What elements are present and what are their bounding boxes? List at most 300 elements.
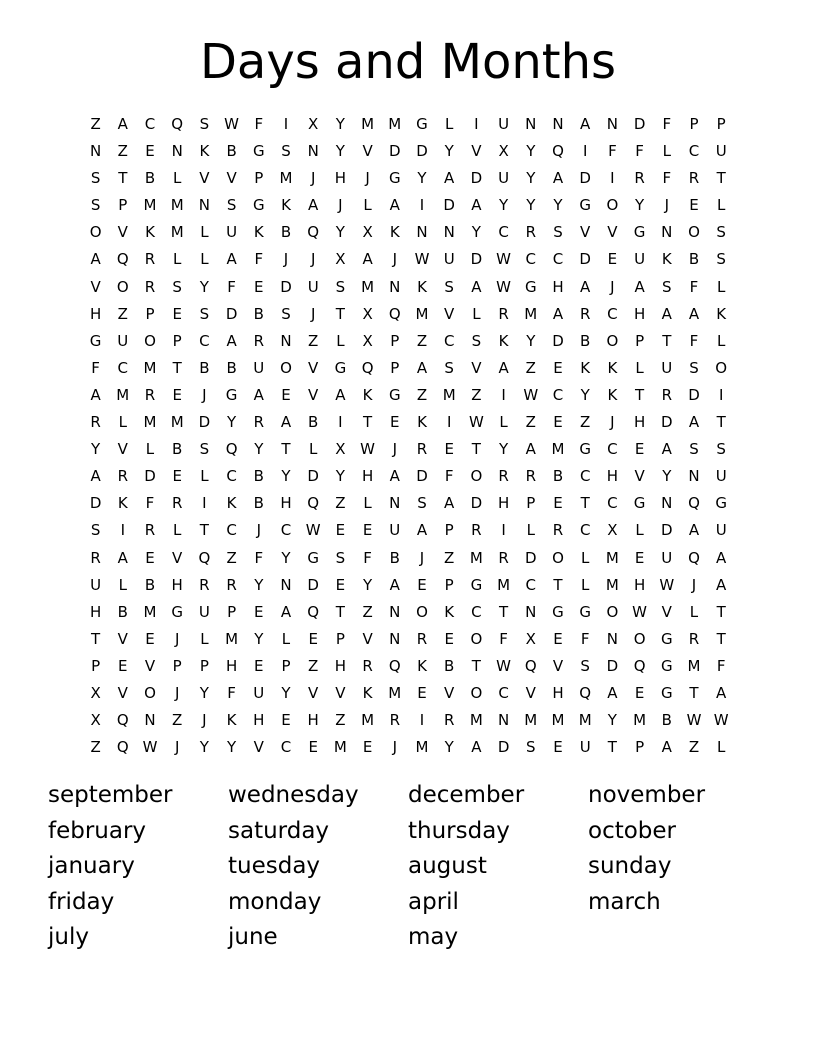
grid-letter: U <box>715 467 727 486</box>
grid-letter: M <box>143 196 157 215</box>
grid-letter: D <box>470 494 483 513</box>
grid-letter: X <box>362 331 373 350</box>
grid-letter: R <box>498 548 509 567</box>
grid-letter: F <box>662 169 672 188</box>
grid-letter: I <box>446 413 452 432</box>
grid-letter: B <box>389 548 400 567</box>
grid-letter: H <box>633 413 646 432</box>
grid-letter: A <box>416 358 428 377</box>
grid-letter: I <box>718 385 724 404</box>
grid-letter: X <box>362 304 373 323</box>
grid-letter: M <box>469 548 483 567</box>
grid-letter: Q <box>116 250 129 269</box>
grid-letter: J <box>365 169 370 188</box>
grid-letter: P <box>635 738 645 757</box>
grid-letter: Y <box>526 331 536 350</box>
grid-letter: Y <box>444 738 454 757</box>
grid-letter: A <box>280 602 292 621</box>
grid-letter: X <box>607 521 618 540</box>
grid-letter: U <box>443 250 455 269</box>
grid-letter: D <box>389 142 401 161</box>
grid-letter: J <box>310 169 316 188</box>
grid-letter: L <box>173 250 182 269</box>
grid-letter: K <box>417 277 427 296</box>
grid-letter: V <box>634 467 645 486</box>
grid-letter: L <box>118 575 127 594</box>
grid-letter: H <box>307 711 319 730</box>
grid-letter: V <box>117 440 128 459</box>
grid-letter: S <box>417 494 427 513</box>
grid-letter: A <box>580 115 591 133</box>
grid-letter: D <box>661 413 673 432</box>
grid-letter: S <box>199 115 210 133</box>
grid-letter: Q <box>552 142 564 161</box>
grid-letter: J <box>174 629 180 648</box>
grid-letter: A <box>280 413 292 432</box>
grid-letter: R <box>226 575 237 594</box>
grid-letter: E <box>444 629 454 648</box>
grid-letter: K <box>117 494 128 513</box>
grid-letter: B <box>308 413 319 432</box>
grid-letter: E <box>634 548 645 567</box>
grid-letter: T <box>118 169 128 188</box>
grid-letter: H <box>253 711 265 730</box>
grid-letter: M <box>361 115 375 133</box>
grid-letter: O <box>552 548 564 567</box>
grid-letter: O <box>606 196 619 215</box>
grid-letter: A <box>716 683 727 702</box>
grid-letter: O <box>688 223 700 242</box>
grid-letter: R <box>90 413 101 432</box>
grid-letter: M <box>497 575 511 594</box>
grid-letter: B <box>117 602 128 621</box>
grid-letter: M <box>442 385 456 404</box>
grid-letter: T <box>580 494 590 513</box>
grid-letter: G <box>171 602 183 621</box>
grid-letter: Z <box>580 413 591 432</box>
grid-letter: M <box>551 711 565 730</box>
grid-letter: K <box>389 223 400 242</box>
grid-letter: S <box>526 738 536 757</box>
grid-letter: A <box>552 304 564 323</box>
grid-letter: V <box>580 223 591 242</box>
grid-letter: D <box>497 738 510 757</box>
grid-letter: Y <box>526 142 536 161</box>
grid-letter: L <box>200 467 209 486</box>
grid-letter: B <box>199 358 210 377</box>
grid-letter: F <box>254 250 264 269</box>
grid-letter: M <box>361 711 375 730</box>
word-item: november <box>588 782 706 808</box>
grid-letter: Y <box>254 629 264 648</box>
grid-letter: H <box>334 169 347 188</box>
grid-letter: U <box>389 521 401 540</box>
grid-letter: Y <box>607 711 617 730</box>
grid-letter: O <box>470 683 483 702</box>
grid-letter: C <box>607 304 618 323</box>
grid-letter: V <box>144 656 156 675</box>
grid-letter: E <box>281 385 291 404</box>
grid-letter: A <box>688 304 700 323</box>
grid-letter: V <box>362 629 373 648</box>
grid-letter: N <box>171 142 183 161</box>
grid-letter: N <box>661 494 673 513</box>
grid-letter: G <box>660 683 673 702</box>
grid-letter: L <box>635 521 644 540</box>
grid-letter: N <box>89 142 102 161</box>
grid-letter: F <box>662 115 672 133</box>
grid-letter: B <box>253 304 264 323</box>
grid-letter: V <box>444 683 455 702</box>
grid-letter: W <box>686 711 702 730</box>
grid-letter: P <box>145 304 155 323</box>
word-item: wednesday <box>228 782 359 808</box>
grid-letter: C <box>471 602 482 621</box>
grid-letter: K <box>444 602 455 621</box>
grid-letter: Y <box>662 467 672 486</box>
word-item: january <box>48 853 135 879</box>
grid-letter: R <box>661 385 672 404</box>
word-column <box>408 778 588 956</box>
grid-letter: P <box>335 629 345 648</box>
grid-letter: A <box>716 548 727 567</box>
grid-letter: N <box>552 115 564 133</box>
grid-letter: L <box>173 521 182 540</box>
grid-letter: L <box>717 196 726 215</box>
grid-letter: I <box>202 494 207 513</box>
grid-letter: F <box>635 142 644 161</box>
grid-letter: T <box>553 575 563 594</box>
grid-letter: A <box>226 250 237 269</box>
grid-letter: A <box>335 385 346 404</box>
grid-letter: J <box>392 250 397 269</box>
grid-letter: T <box>281 440 291 459</box>
grid-letter: J <box>202 385 207 404</box>
grid-letter: W <box>523 385 539 404</box>
grid-letter: A <box>552 169 564 188</box>
grid-letter: E <box>254 656 264 675</box>
grid-letter: V <box>253 738 264 757</box>
grid-letter: N <box>389 277 401 296</box>
word-item: march <box>588 888 661 915</box>
grid-letter: J <box>392 738 397 757</box>
grid-letter: T <box>689 683 699 702</box>
grid-letter: P <box>199 656 209 675</box>
grid-letter: J <box>283 250 289 269</box>
grid-letter: O <box>89 223 102 242</box>
word-item: thursday <box>408 817 510 844</box>
grid-letter: V <box>117 683 128 702</box>
grid-letter: V <box>117 629 128 648</box>
grid-letter: D <box>198 413 211 432</box>
grid-letter: H <box>89 304 102 323</box>
grid-letter: D <box>579 250 591 269</box>
grid-letter: U <box>90 575 102 594</box>
grid-letter: N <box>389 602 401 621</box>
grid-letter: A <box>498 358 509 377</box>
grid-letter: N <box>525 602 537 621</box>
grid-letter: C <box>226 467 237 486</box>
grid-letter: W <box>496 277 512 296</box>
grid-letter: O <box>606 331 619 350</box>
grid-letter: W <box>496 250 512 269</box>
grid-letter: Y <box>553 196 563 215</box>
grid-letter: C <box>498 683 509 702</box>
grid-letter: D <box>525 548 537 567</box>
grid-letter: N <box>389 494 401 513</box>
grid-letter: L <box>281 629 291 648</box>
grid-letter: M <box>524 711 538 730</box>
grid-letter: D <box>579 169 591 188</box>
grid-letter: N <box>280 331 292 350</box>
grid-letter: E <box>172 467 182 486</box>
grid-letter: C <box>688 142 700 161</box>
grid-letter: Y <box>199 683 209 702</box>
grid-letter: R <box>552 521 564 540</box>
grid-letter: P <box>118 196 128 215</box>
grid-letter: A <box>471 277 482 296</box>
grid-letter: O <box>715 358 728 377</box>
grid-letter: A <box>117 548 128 567</box>
grid-letter: Z <box>117 142 128 161</box>
grid-letter: F <box>145 494 155 513</box>
grid-letter: K <box>580 358 591 377</box>
grid-letter: Z <box>471 385 482 404</box>
grid-letter: J <box>610 413 615 432</box>
grid-letter: A <box>253 385 264 404</box>
grid-letter: E <box>417 683 427 702</box>
grid-letter: A <box>444 169 455 188</box>
grid-letter: M <box>170 413 184 432</box>
grid-letter: G <box>633 223 646 242</box>
grid-letter: K <box>661 250 672 269</box>
grid-letter: Y <box>417 169 427 188</box>
grid-letter: H <box>552 277 564 296</box>
grid-letter: H <box>497 494 510 513</box>
grid-letter: E <box>172 385 182 404</box>
grid-letter: Y <box>580 385 590 404</box>
word-item: monday <box>228 888 322 915</box>
grid-letter: E <box>417 575 427 594</box>
grid-letter: S <box>90 169 101 188</box>
grid-letter: R <box>362 656 373 675</box>
grid-letter: E <box>145 548 155 567</box>
grid-letter: D <box>307 575 319 594</box>
word-item: february <box>48 817 147 844</box>
grid-letter: F <box>227 683 236 702</box>
grid-letter: Y <box>199 277 209 296</box>
grid-letter: S <box>716 223 726 242</box>
grid-letter: U <box>498 169 510 188</box>
grid-letter: V <box>117 223 128 242</box>
grid-letter: E <box>444 440 454 459</box>
grid-letter: V <box>90 277 101 296</box>
grid-letter: Y <box>281 467 291 486</box>
grid-letter: C <box>144 115 156 133</box>
grid-letter: R <box>389 711 400 730</box>
grid-letter: V <box>661 602 672 621</box>
grid-letter: K <box>226 711 237 730</box>
grid-letter: A <box>688 521 700 540</box>
grid-letter: U <box>715 142 727 161</box>
grid-letter: T <box>172 358 182 377</box>
grid-letter: A <box>308 196 319 215</box>
grid-letter: L <box>662 142 671 161</box>
grid-letter: J <box>392 440 397 459</box>
grid-letter: H <box>361 467 374 486</box>
grid-letter: M <box>578 711 592 730</box>
grid-letter: E <box>145 629 155 648</box>
grid-letter: M <box>524 304 538 323</box>
grid-letter: B <box>280 223 292 242</box>
grid-letter: G <box>252 196 265 215</box>
grid-letter: E <box>172 304 182 323</box>
grid-letter: R <box>416 440 428 459</box>
grid-letter: E <box>308 738 318 757</box>
grid-letter: R <box>634 169 645 188</box>
grid-letter: F <box>689 331 699 350</box>
grid-letter: V <box>362 142 373 161</box>
grid-letter: F <box>608 142 617 161</box>
grid-letter: L <box>200 250 209 269</box>
grid-letter: W <box>496 656 512 675</box>
grid-letter: L <box>445 115 454 133</box>
grid-letter: G <box>307 548 319 567</box>
grid-letter: Q <box>688 548 700 567</box>
grid-letter: I <box>610 169 615 188</box>
grid-letter: S <box>335 548 346 567</box>
grid-letter: Q <box>579 683 592 702</box>
grid-letter: F <box>689 277 699 296</box>
grid-letter: Z <box>90 738 101 757</box>
grid-letter: U <box>117 331 129 350</box>
grid-letter: G <box>252 142 265 161</box>
grid-letter: R <box>253 413 264 432</box>
grid-letter: N <box>525 115 537 133</box>
grid-letter: C <box>525 250 537 269</box>
grid-letter: Q <box>171 115 184 133</box>
grid-letter: T <box>716 169 726 188</box>
grid-letter: O <box>416 602 428 621</box>
grid-letter: K <box>281 196 291 215</box>
grid-letter: R <box>443 711 455 730</box>
grid-letter: K <box>417 656 427 675</box>
grid-letter: E <box>281 711 291 730</box>
grid-letter: R <box>579 304 591 323</box>
grid-letter: Z <box>117 304 128 323</box>
grid-letter: P <box>390 358 400 377</box>
grid-letter: F <box>499 629 508 648</box>
grid-letter: F <box>91 358 100 377</box>
grid-letter: Q <box>116 711 129 730</box>
grid-letter: C <box>443 331 455 350</box>
grid-letter: X <box>90 711 101 730</box>
grid-letter: U <box>198 602 210 621</box>
grid-letter: Y <box>471 223 481 242</box>
grid-letter: L <box>200 223 209 242</box>
grid-letter: T <box>91 629 101 648</box>
grid-letter: R <box>688 629 700 648</box>
grid-letter: J <box>691 575 697 594</box>
grid-letter: Q <box>198 548 211 567</box>
grid-letter: A <box>661 440 672 459</box>
word-item: sunday <box>588 853 672 879</box>
grid-letter: T <box>499 602 509 621</box>
grid-letter: R <box>471 521 482 540</box>
grid-letter: E <box>254 277 264 296</box>
grid-letter: Y <box>281 548 291 567</box>
grid-letter: D <box>606 656 619 675</box>
grid-letter: N <box>661 223 673 242</box>
grid-letter: Y <box>199 738 209 757</box>
grid-letter: N <box>497 711 510 730</box>
grid-letter: Z <box>172 711 183 730</box>
grid-letter: V <box>172 548 183 567</box>
grid-letter: Z <box>335 711 346 730</box>
grid-letter: J <box>338 196 343 215</box>
grid-letter: O <box>144 683 156 702</box>
grid-letter: M <box>388 683 402 702</box>
grid-letter: A <box>389 575 400 594</box>
grid-letter: D <box>225 304 238 323</box>
grid-letter: G <box>579 440 591 459</box>
grid-letter: L <box>173 169 182 188</box>
grid-letter: N <box>389 629 401 648</box>
grid-letter: D <box>470 250 483 269</box>
grid-letter: L <box>118 413 127 432</box>
grid-letter: A <box>90 250 101 269</box>
grid-letter: U <box>661 358 673 377</box>
grid-letter: A <box>90 467 101 486</box>
grid-letter: S <box>471 331 482 350</box>
grid-letter: U <box>715 521 727 540</box>
grid-letter: O <box>470 629 483 648</box>
grid-letter: H <box>280 494 292 513</box>
grid-letter: M <box>605 548 619 567</box>
grid-letter: A <box>362 250 373 269</box>
grid-letter: X <box>335 250 346 269</box>
grid-letter: J <box>174 738 180 757</box>
grid-letter: W <box>305 521 321 540</box>
grid-letter: D <box>89 494 102 513</box>
grid-letter: A <box>634 277 645 296</box>
grid-letter: E <box>362 521 373 540</box>
grid-letter: C <box>552 250 564 269</box>
grid-letter: H <box>633 304 646 323</box>
grid-letter: E <box>390 413 400 432</box>
word-item: august <box>408 853 487 879</box>
grid-letter: T <box>607 738 617 757</box>
grid-letter: T <box>471 656 481 675</box>
grid-letter: P <box>444 521 454 540</box>
grid-letter: P <box>227 602 237 621</box>
grid-letter: W <box>414 250 430 269</box>
grid-letter: S <box>335 277 346 296</box>
grid-letter: G <box>225 385 238 404</box>
grid-letter: M <box>633 711 647 730</box>
grid-letter: R <box>525 467 536 486</box>
grid-letter: L <box>526 521 535 540</box>
grid-letter: Y <box>363 575 373 594</box>
grid-letter: C <box>280 521 292 540</box>
grid-letter: G <box>579 196 591 215</box>
grid-letter: A <box>661 304 672 323</box>
grid-letter: J <box>310 250 316 269</box>
grid-letter: O <box>633 629 646 648</box>
grid-letter: R <box>525 223 536 242</box>
grid-letter: R <box>199 575 210 594</box>
grid-letter: E <box>145 142 155 161</box>
